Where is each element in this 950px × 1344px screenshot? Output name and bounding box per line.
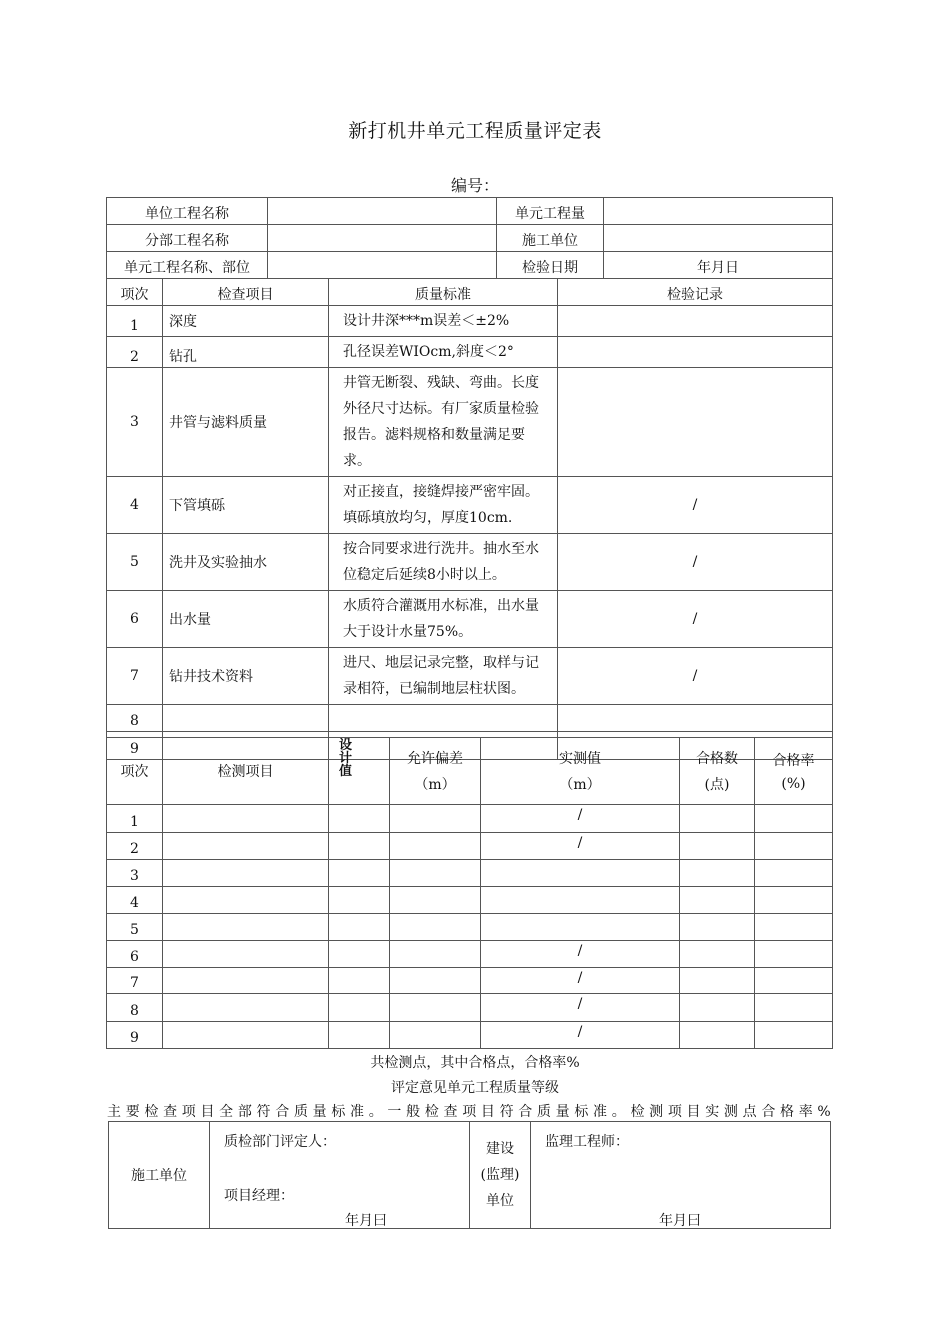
check-item: 下管填砾 <box>163 477 329 534</box>
row-number: 6 <box>107 591 163 648</box>
row-number: 9 <box>107 1022 163 1049</box>
table-row <box>107 941 833 968</box>
quality-standard: 孔径误差WIOcm,斜度＜2° <box>329 337 558 368</box>
unit-project-name-label: 单位工程名称 <box>107 198 268 225</box>
pass-count[interactable] <box>680 1022 755 1049</box>
project-manager-label: 项目经理： <box>224 1188 294 1204</box>
sub-project-name-label: 分部工程名称 <box>107 225 268 252</box>
tolerance-value[interactable] <box>390 860 481 887</box>
table-row <box>107 887 833 914</box>
row-number: 7 <box>107 648 163 705</box>
design-value[interactable] <box>329 833 390 860</box>
tolerance-value[interactable] <box>390 1022 481 1049</box>
header-pass-count <box>680 738 755 805</box>
inspection-date-value[interactable]: 年月日 <box>604 252 833 279</box>
pass-count[interactable] <box>680 994 755 1022</box>
measured-value[interactable]: / <box>481 1022 680 1049</box>
measured-unit: （m） <box>559 777 601 793</box>
construction-unit-field[interactable] <box>604 225 833 252</box>
right-date: 年月曰 <box>659 1213 701 1229</box>
table-row <box>107 805 833 833</box>
measure-item[interactable] <box>163 860 329 887</box>
serial-number-label: 编号： <box>450 176 499 195</box>
header-measured-value <box>481 738 680 805</box>
pass-rate[interactable] <box>755 968 833 994</box>
pass-count[interactable] <box>680 887 755 914</box>
check-item: 深度 <box>163 306 329 337</box>
tolerance-unit: （m） <box>414 777 456 793</box>
quality-standard: 按合同要求进行洗井。抽水至水位稳定后延续8小时以上。 <box>329 534 558 591</box>
unit-project-name-field[interactable] <box>268 198 497 225</box>
count-summary-line: 共检测点，其中合格点，合格率% <box>370 1055 580 1071</box>
measure-item[interactable] <box>163 994 329 1022</box>
row-number: 6 <box>107 941 163 968</box>
design-value[interactable] <box>329 968 390 994</box>
measure-item[interactable] <box>163 941 329 968</box>
measurement-items-table <box>106 737 833 1049</box>
measured-value[interactable]: / <box>481 805 680 833</box>
tolerance-value[interactable] <box>390 833 481 860</box>
pass-rate-unit: (%) <box>781 776 806 792</box>
pass-rate[interactable] <box>755 994 833 1022</box>
construction-sign-area[interactable] <box>210 1122 470 1229</box>
page-title: 新打机井单元工程质量评定表 <box>348 120 602 142</box>
row-number: 4 <box>107 477 163 534</box>
tolerance-value[interactable] <box>390 887 481 914</box>
pass-rate[interactable] <box>755 833 833 860</box>
row-number: 8 <box>107 705 163 732</box>
measure-item[interactable] <box>163 968 329 994</box>
element-name-location-label: 单元工程名称、部位 <box>107 252 268 279</box>
row-number: 1 <box>107 306 163 337</box>
measured-label: 实测值 <box>559 751 601 767</box>
table-row <box>107 306 833 337</box>
pass-rate-label: 合格率 <box>772 753 815 769</box>
project-info-table <box>106 197 833 279</box>
measured-value[interactable] <box>481 860 680 887</box>
row-number: 3 <box>107 860 163 887</box>
measure-item[interactable] <box>163 887 329 914</box>
owner-line-2: (监理) <box>480 1167 520 1183</box>
table-row <box>107 591 833 648</box>
signature-table <box>108 1121 831 1229</box>
design-value[interactable] <box>329 914 390 941</box>
table-row <box>107 368 833 477</box>
pass-count[interactable] <box>680 833 755 860</box>
measured-value[interactable] <box>481 914 680 941</box>
inspection-date-label: 检验日期 <box>497 252 604 279</box>
inspection-record[interactable] <box>558 368 833 477</box>
row-number: 5 <box>107 914 163 941</box>
check-item: 井管与滤料质量 <box>163 368 329 477</box>
row-number: 2 <box>107 833 163 860</box>
supervisor-label: 监理工程师： <box>545 1134 629 1150</box>
table-row <box>107 994 833 1022</box>
qc-evaluator-label: 质检部门评定人： <box>224 1134 336 1150</box>
tolerance-value[interactable] <box>390 994 481 1022</box>
design-value[interactable] <box>329 941 390 968</box>
tolerance-label: 允许偏差 <box>407 751 463 767</box>
header-measure-item: 检测项目 <box>163 738 329 805</box>
check-item: 洗井及实验抽水 <box>163 534 329 591</box>
quality-standard: 井管无断裂、残缺、弯曲。长度外径尺寸达标。有厂家质量检验报告。滤料规格和数量满足要求。 <box>329 368 558 477</box>
measure-item[interactable] <box>163 914 329 941</box>
header-pass-rate <box>755 738 833 805</box>
pass-count[interactable] <box>680 968 755 994</box>
row-number: 1 <box>107 805 163 833</box>
row-number: 5 <box>107 534 163 591</box>
table-row <box>107 337 833 368</box>
owner-line-1: 建设 <box>486 1141 514 1157</box>
inspection-record[interactable] <box>558 705 833 732</box>
pass-count[interactable] <box>680 914 755 941</box>
design-value[interactable] <box>329 994 390 1022</box>
table-row <box>107 1022 833 1049</box>
tolerance-value[interactable] <box>390 805 481 833</box>
design-value[interactable] <box>329 887 390 914</box>
inspection-record[interactable] <box>558 306 833 337</box>
measured-value[interactable]: / <box>481 833 680 860</box>
check-item: 钻井技术资料 <box>163 648 329 705</box>
check-item[interactable] <box>163 705 329 732</box>
measured-value[interactable] <box>481 887 680 914</box>
header-tolerance <box>390 738 481 805</box>
quality-standard[interactable] <box>329 705 558 732</box>
pass-rate[interactable] <box>755 805 833 833</box>
pass-count[interactable] <box>680 805 755 833</box>
pass-count[interactable] <box>680 941 755 968</box>
tolerance-value[interactable] <box>390 941 481 968</box>
tolerance-value[interactable] <box>390 914 481 941</box>
pass-rate[interactable] <box>755 1022 833 1049</box>
evaluation-opinion-line: 评定意见单元工程质量等级 <box>391 1080 559 1096</box>
measurement-rows <box>107 805 833 1049</box>
design-value[interactable] <box>329 805 390 833</box>
inspection-record[interactable] <box>558 337 833 368</box>
construction-unit-sign-label: 施工单位 <box>109 1122 210 1229</box>
row-number: 8 <box>107 994 163 1022</box>
owner-line-3: 单位 <box>486 1193 514 1209</box>
supervisor-sign-area[interactable] <box>531 1122 831 1229</box>
row-number: 7 <box>107 968 163 994</box>
measure-item[interactable] <box>163 1022 329 1049</box>
check-item: 钻孔 <box>163 337 329 368</box>
quality-standard: 进尺、地层记录完整，取样与记录相符，已编制地层柱状图。 <box>329 648 558 705</box>
table-row <box>107 648 833 705</box>
owner-unit-label <box>470 1122 531 1229</box>
inspection-record[interactable]: / <box>558 534 833 591</box>
row-number: 4 <box>107 887 163 914</box>
design-value-label: 设计值 <box>339 738 353 779</box>
design-value[interactable] <box>329 860 390 887</box>
pass-rate[interactable] <box>755 941 833 968</box>
tolerance-value[interactable] <box>390 968 481 994</box>
header-inspection-record: 检验记录 <box>558 279 833 306</box>
left-date: 年月曰 <box>345 1213 387 1229</box>
pass-rate[interactable] <box>755 860 833 887</box>
measured-value[interactable]: / <box>481 941 680 968</box>
quality-standard: 对正接直，接缝焊接严密牢固。填砾填放均匀，厚度10cm. <box>329 477 558 534</box>
construction-unit-label: 施工单位 <box>497 225 604 252</box>
header-check-item: 检查项目 <box>163 279 329 306</box>
header-design-value <box>329 738 390 805</box>
measured-value[interactable]: / <box>481 994 680 1022</box>
pass-count[interactable] <box>680 860 755 887</box>
quality-standard: 水质符合灌溉用水标准，出水量大于设计水量75%。 <box>329 591 558 648</box>
header-item-no: 项次 <box>107 738 163 805</box>
header-quality-standard: 质量标准 <box>329 279 558 306</box>
table-row <box>107 534 833 591</box>
quality-summary-line: 主要检查项目全部符合质量标准。一般检查项目符合质量标准。检测项目实测点合格率% <box>107 1104 833 1120</box>
inspection-record[interactable]: / <box>558 591 833 648</box>
table-row <box>107 833 833 860</box>
measure-item[interactable] <box>163 833 329 860</box>
unit-quantity-field[interactable] <box>604 198 833 225</box>
design-value[interactable] <box>329 1022 390 1049</box>
pass-count-unit: (点) <box>704 777 730 793</box>
table-row <box>107 914 833 941</box>
header-item-no: 项次 <box>107 279 163 306</box>
sub-project-name-field[interactable] <box>268 225 497 252</box>
table-row <box>107 860 833 887</box>
pass-count-label: 合格数 <box>696 751 738 767</box>
table-row <box>107 968 833 994</box>
table-row <box>107 705 833 732</box>
row-number: 3 <box>107 368 163 477</box>
inspection-record[interactable]: / <box>558 648 833 705</box>
pass-rate[interactable] <box>755 914 833 941</box>
check-item: 出水量 <box>163 591 329 648</box>
inspection-items-table <box>106 278 833 760</box>
element-name-location-field[interactable] <box>268 252 497 279</box>
inspection-record[interactable]: / <box>558 477 833 534</box>
measure-item[interactable] <box>163 805 329 833</box>
pass-rate[interactable] <box>755 887 833 914</box>
unit-quantity-label: 单元工程量 <box>497 198 604 225</box>
table-row <box>107 477 833 534</box>
quality-standard: 设计井深***m误差＜±2% <box>329 306 558 337</box>
measured-value[interactable]: / <box>481 968 680 994</box>
row-number: 2 <box>107 337 163 368</box>
row-number: 9 <box>107 732 163 760</box>
